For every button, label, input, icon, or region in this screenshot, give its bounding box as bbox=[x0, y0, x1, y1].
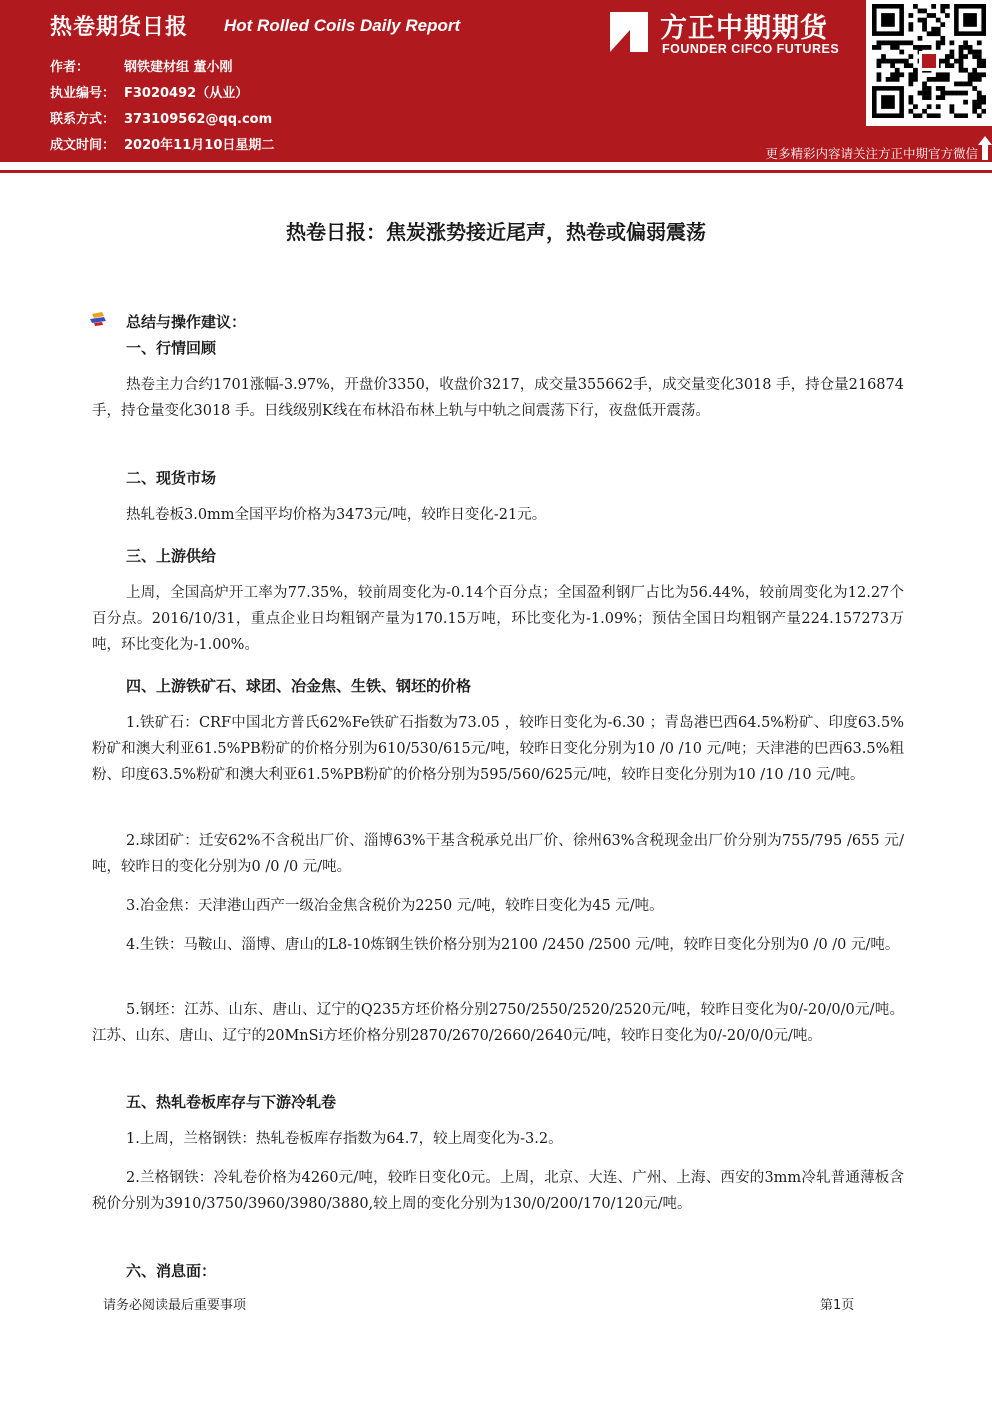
meta-license-value: F3020492（从业） bbox=[124, 86, 249, 101]
meta-license-label: 执业编号： bbox=[50, 86, 116, 101]
meta-date-label: 成文时间： bbox=[50, 138, 116, 153]
logo-text-en: FOUNDER CIFCO FUTURES bbox=[662, 42, 840, 56]
section-heading-market-review: 一、行情回顾 bbox=[126, 339, 217, 357]
meta-date-value: 2020年11月10日星期二 bbox=[124, 138, 275, 153]
section-heading-news: 六、消息面： bbox=[126, 1262, 217, 1280]
paragraph-iron-ore: 1.铁矿石：CRF中国北方普氏62%Fe铁矿石指数为73.05 ，较昨日变化为-6.30 ；青岛港巴西64.5%粉矿、印度63.5%粉矿和澳大利亚61.5%PB粉矿的价格分别为610/530/615元/吨，较昨日变化分别为10 /0 /10 元/吨；天津港的巴西63.5%粗粉、印度63.5%粉矿和澳大利亚61.5%PB粉矿的价格分别为595/560/625元/吨，较昨日变化分别为10 /10 /10 元/吨。 bbox=[92, 715, 904, 783]
section-heading-raw-material-prices: 四、上游铁矿石、球团、冶金焦、生铁、钢坯的价格 bbox=[126, 677, 472, 695]
section-heading-inventory: 五、热轧卷板库存与下游冷轧卷 bbox=[126, 1093, 337, 1111]
report-title-cn: 热卷期货日报 bbox=[50, 15, 189, 40]
meta-contact-label: 联系方式： bbox=[50, 112, 116, 127]
paragraph-billet: 5.钢坯：江苏、山东、唐山、辽宁的Q235方坯价格分别2750/2550/2520/2520元/吨，较昨日变化为0/-20/0/0元/吨。江苏、山东、唐山、辽宁的20MnSi方坯价格分别2870/2670/2660/2640元/吨，较昨日变化为0/-20/0/0元/吨。 bbox=[92, 1002, 904, 1044]
paragraph-coke: 3.冶金焦：天津港山西产一级冶金焦含税价为2250 元/吨，较昨日变化为45 元/吨。 bbox=[126, 898, 664, 914]
section-heading-upstream-supply: 三、上游供给 bbox=[126, 547, 217, 565]
meta-author-label: 作者： bbox=[50, 60, 90, 75]
paragraph-pig-iron: 4.生铁：马鞍山、淄博、唐山的L8-10炼钢生铁价格分别为2100 /2450 /2500 元/吨，较昨日变化分别为0 /0 /0 元/吨。 bbox=[126, 937, 900, 953]
paragraph-cold-rolled: 2.兰格钢铁：冷轧卷价格为4260元/吨，较昨日变化0元。上周，北京、大连、广州、上海、西安的3mm冷轧普通薄板含税价分别为3910/3750/3960/3980/3880,较上周的变化分别为130/0/200/170/120元/吨。 bbox=[92, 1170, 904, 1212]
follow-wechat-text: 更多精彩内容请关注方正中期官方微信 bbox=[765, 146, 978, 161]
paragraph-inventory-index: 1.上周，兰格钢铁：热轧卷板库存指数为64.7，较上周变化为-3.2。 bbox=[126, 1131, 563, 1147]
meta-license bbox=[50, 82, 248, 101]
footer-notice: 请务必阅读最后重要事项 bbox=[103, 1298, 247, 1313]
document-title: 热卷日报：焦炭涨势接近尾声，热卷或偏弱震荡 bbox=[286, 220, 706, 244]
logo-text-cn: 方正中期期货 bbox=[660, 13, 828, 44]
summary-bullet-icon bbox=[90, 312, 106, 326]
meta-author-value: 钢铁建材组 董小刚 bbox=[124, 60, 233, 75]
paragraph-upstream-supply: 上周，全国高炉开工率为77.35%，较前周变化为-0.14个百分点；全国盈利钢厂占比为56.44%，较前周变化为12.27个百分点。2016/10/31，重点企业日均粗钢产量为170.15万吨，环比变化为-1.09%；预估全国日均粗钢产量224.157273万吨，环比变化为-1.00%。 bbox=[92, 585, 904, 653]
meta-contact bbox=[50, 108, 272, 127]
summary-heading: 总结与操作建议： bbox=[126, 313, 247, 331]
paragraph-spot-market: 热轧卷板3.0mm全国平均价格为3473元/吨，较昨日变化-21元。 bbox=[126, 507, 547, 523]
up-arrow-icon bbox=[978, 136, 992, 160]
paragraph-pellets: 2.球团矿：迁安62%不含税出厂价、淄博63%干基含税承兑出厂价、徐州63%含税现金出厂价分别为755/795 /655 元/吨，较昨日的变化分别为0 /0 /0 元/吨。 bbox=[92, 833, 904, 875]
wechat-qr-code bbox=[866, 0, 992, 126]
header-divider bbox=[0, 170, 992, 173]
meta-author bbox=[50, 56, 233, 75]
qr-code-icon bbox=[872, 4, 986, 118]
meta-contact-value[interactable]: 373109562@qq.com bbox=[124, 112, 273, 127]
founder-logo-icon bbox=[604, 8, 652, 56]
section-heading-spot-market: 二、现货市场 bbox=[126, 469, 217, 487]
meta-date bbox=[50, 134, 274, 153]
report-title-en: Hot Rolled Coils Daily Report bbox=[224, 16, 461, 35]
paragraph-market-review: 热卷主力合约1701涨幅-3.97%，开盘价3350，收盘价3217，成交量355662手，成交量变化3018 手，持仓量216874 手，持仓量变化3018 手。日线级别K线在布林沿布林上轨与中轨之间震荡下行，夜盘低开震荡。 bbox=[92, 377, 904, 419]
page-number: 第1页 bbox=[820, 1298, 855, 1313]
report-header-band bbox=[0, 0, 992, 162]
